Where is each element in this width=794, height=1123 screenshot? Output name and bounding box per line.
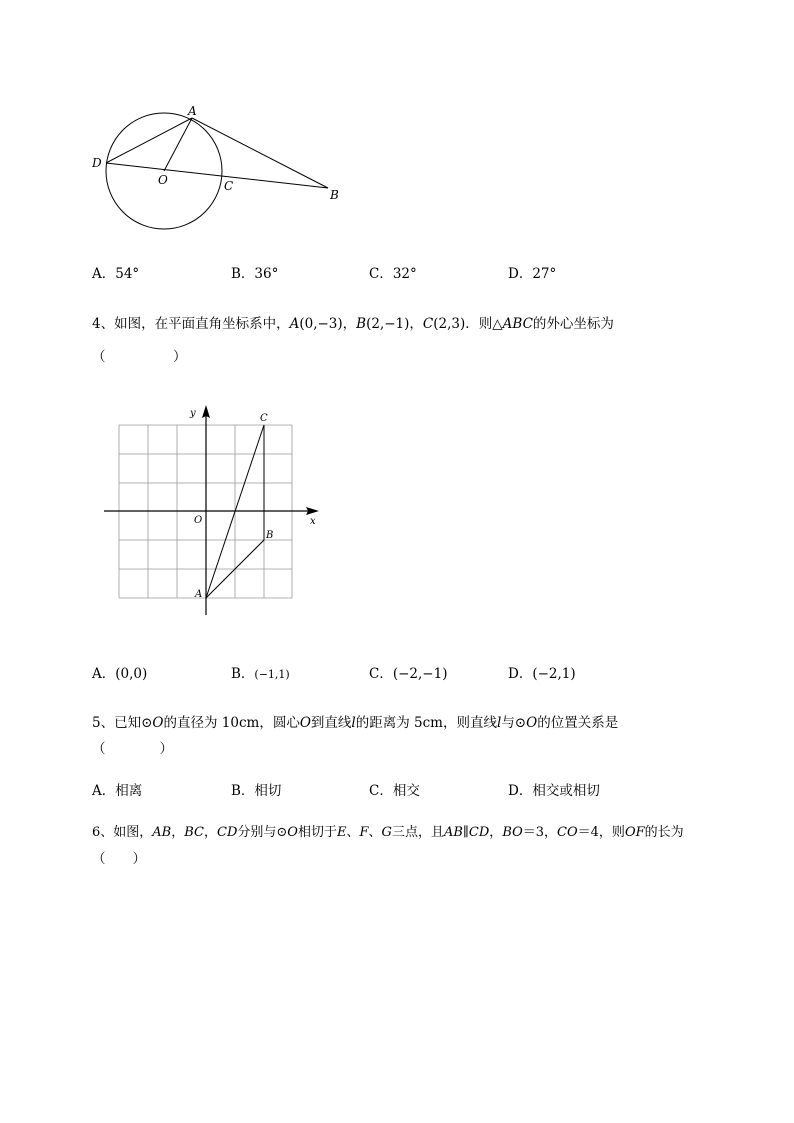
option-text: (−2,−1) (392, 666, 448, 682)
option-letter: C． (369, 783, 393, 799)
q4-coord-b: (2,−1) (366, 316, 410, 332)
option-letter: A． (92, 266, 116, 282)
q4-option-c[interactable] (369, 662, 447, 682)
option-letter: A． (92, 666, 116, 682)
q6-stem-4: 三点，且 (391, 825, 444, 840)
q6-parallel: ∥ (462, 825, 469, 840)
q6-comma: ， (204, 825, 218, 840)
option-text: 32° (392, 266, 417, 282)
q4-stem: 4、如图，在平面直角坐标系中，A(0,−3)，B(2,−1)，C(2,3)．则△ABC的外心坐标为 (92, 316, 614, 332)
q5-stem-2: 的直径为 10cm，圆心 (163, 715, 300, 731)
q6-stem-2: 分别与⊙ (237, 825, 288, 840)
q4-option-b[interactable] (231, 662, 290, 682)
option-text: 相离 (115, 783, 143, 799)
segment-da (106, 118, 192, 163)
option-text: 相交 (392, 783, 420, 799)
label-c: C (224, 179, 234, 193)
q3-circle-figure (85, 100, 355, 235)
label-y: y (190, 408, 196, 419)
q6-bc: BC (184, 825, 204, 840)
q5-l-2: l (496, 715, 502, 731)
q6-bo: BO (502, 825, 523, 840)
q6-cd-2: CD (468, 825, 490, 840)
q6-sep: 、 (368, 825, 382, 840)
q4-coord-a: (0,−3) (299, 316, 343, 332)
q6-eq-2: ＝4，则 (577, 825, 625, 840)
label-b: B (266, 530, 274, 541)
q5-option-c[interactable] (369, 779, 420, 799)
q3-option-c[interactable] (369, 262, 417, 282)
q5-stem-6: 的位置关系是 (537, 715, 619, 731)
q4-blank: （ ） (92, 349, 187, 365)
option-letter: C． (369, 266, 393, 282)
label-b: B (330, 188, 339, 202)
q6-of: OF (624, 825, 645, 840)
label-x: x (310, 516, 316, 527)
q6-ab: AB (152, 825, 172, 840)
q6-co: CO (557, 825, 578, 840)
q4-coordinate-figure (100, 400, 330, 620)
q4-stem-prefix: 4、如图，在平面直角坐标系中， (92, 316, 290, 332)
option-text: 54° (115, 266, 140, 282)
q5-option-d[interactable] (508, 779, 600, 799)
q4-point-b: B (356, 316, 367, 332)
q4-coord-c: (2,3) (433, 316, 466, 332)
q6-o: O (287, 825, 298, 840)
q4-stem-suffix-1: ．则△ (465, 316, 503, 332)
label-o: O (194, 515, 203, 526)
q5-l-1: l (351, 715, 356, 731)
q6-comma: ， (489, 825, 503, 840)
q6-blank: （ ） (92, 851, 146, 867)
q3-option-a[interactable] (92, 262, 139, 282)
q6-sep: 、 (346, 825, 360, 840)
q5-option-a[interactable] (92, 779, 142, 799)
q6-stem-5: 的长为 (644, 825, 684, 840)
q6-eq-1: ＝3， (522, 825, 558, 840)
q5-stem (92, 711, 618, 731)
q4-triangle: ABC (502, 316, 533, 332)
q5-o-3: O (526, 715, 538, 731)
q6-comma: ， (171, 825, 185, 840)
option-text: (−2,1) (532, 666, 576, 682)
q6-stem (92, 821, 684, 840)
option-text: 36° (254, 266, 279, 282)
option-letter: D． (508, 666, 533, 682)
label-a: A (188, 104, 197, 118)
q5-stem-5: 与⊙ (501, 715, 527, 731)
q5-blank: （ ） (92, 741, 173, 757)
q4-option-a[interactable] (92, 662, 147, 682)
q6-f: F (359, 825, 369, 840)
label-c: C (260, 413, 268, 424)
segment-oa (164, 118, 192, 171)
option-letter: B． (231, 266, 255, 282)
q5-option-b[interactable] (231, 779, 281, 799)
q3-option-b[interactable] (231, 262, 278, 282)
q5-stem-4: 的距离为 5cm，则直线 (355, 715, 497, 731)
option-letter: D． (508, 266, 533, 282)
q5-o-1: O (152, 715, 164, 731)
option-letter: B． (231, 783, 255, 799)
option-text: 相交或相切 (532, 783, 600, 799)
option-letter: A． (92, 783, 116, 799)
q6-e: E (336, 825, 347, 840)
label-o: O (158, 173, 168, 187)
segment-db (106, 163, 328, 188)
option-text: 相切 (254, 783, 282, 799)
q6-cd: CD (217, 825, 238, 840)
q4-option-d[interactable] (508, 662, 576, 682)
q5-stem-3: 到直线 (310, 715, 352, 731)
label-a: A (195, 589, 203, 600)
q3-option-d[interactable] (508, 262, 556, 282)
q4-stem-suffix-2: 的外心坐标为 (532, 316, 614, 332)
q6-g: G (381, 825, 392, 840)
segment-ab (192, 118, 328, 188)
option-text: 27° (532, 266, 557, 282)
q5-stem-1: 5、已知⊙ (92, 715, 153, 731)
option-letter: C． (369, 666, 393, 682)
q6-ab-2: AB (443, 825, 463, 840)
q6-stem-1: 6、如图， (92, 825, 153, 840)
option-letter: B． (231, 666, 255, 682)
q5-o-2: O (299, 715, 311, 731)
q6-stem-3: 相切于 (297, 825, 337, 840)
label-d: D (92, 156, 102, 170)
q4-point-c: C (422, 316, 434, 332)
option-text: (−1,1) (254, 668, 290, 681)
option-text: (0,0) (115, 666, 148, 682)
q4-point-a: A (289, 316, 300, 332)
option-letter: D． (508, 783, 533, 799)
